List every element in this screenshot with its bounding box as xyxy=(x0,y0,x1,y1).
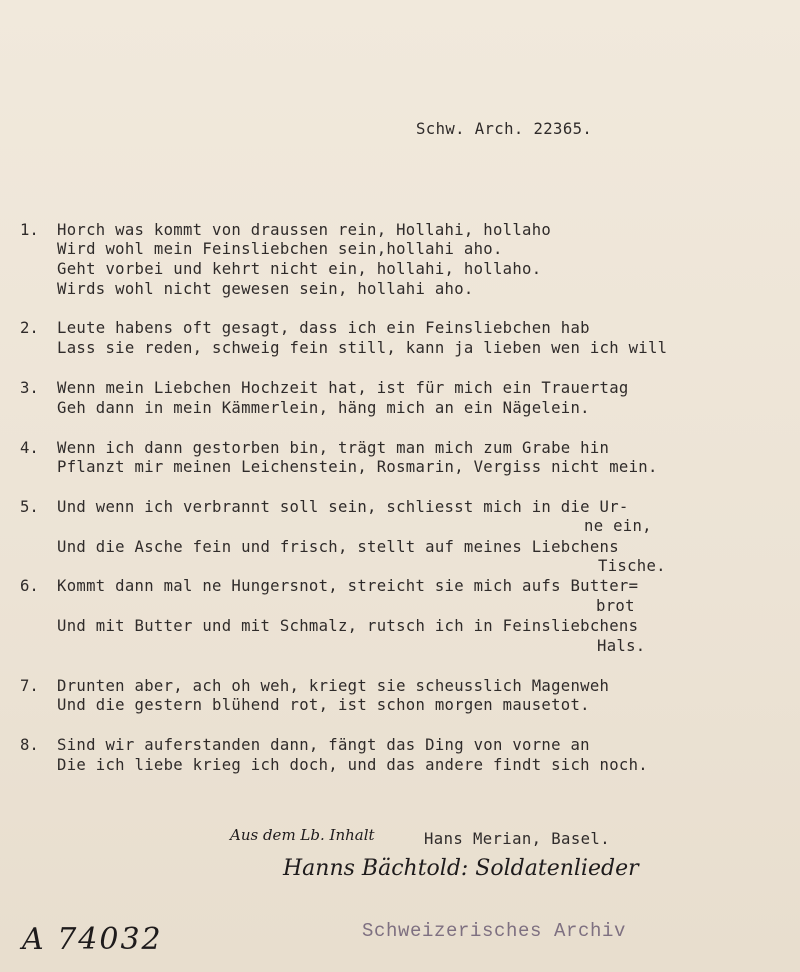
verse-line-continuation: brot xyxy=(596,597,635,615)
verse-line: Und die Asche fein und frisch, stellt auf meines Liebchens xyxy=(57,538,619,556)
verse-line-continuation: Tische. xyxy=(598,557,666,575)
verse-line: Kommt dann mal ne Hungersnot, streicht sie mich aufs Butter= xyxy=(57,577,639,595)
verse-number: 3. xyxy=(20,379,39,397)
verse-line: Leute habens oft gesagt, dass ich ein Feinsliebchen hab xyxy=(57,319,590,337)
verse-number: 7. xyxy=(20,677,39,695)
verse-line: Lass sie reden, schweig fein still, kann ja lieben wen ich will xyxy=(57,339,668,357)
verse-line: Und mit Butter und mit Schmalz, rutsch ich in Feinsliebchens xyxy=(57,617,639,635)
inventory-number: A 74032 xyxy=(22,922,163,957)
verse-line: Wenn mein Liebchen Hochzeit hat, ist für mich ein Trauertag xyxy=(57,379,629,397)
verse-line: Sind wir auferstanden dann, fängt das Ding von vorne an xyxy=(57,736,590,754)
verse-number: 8. xyxy=(20,736,39,754)
archive-stamp: Schweizerisches Archiv xyxy=(362,920,627,942)
verse-line: Und die gestern blühend rot, ist schon morgen mausetot. xyxy=(57,696,590,714)
verse-line-continuation: Hals. xyxy=(597,637,646,655)
verse-number: 4. xyxy=(20,439,39,457)
verse-number: 6. xyxy=(20,577,39,595)
verse-number: 1. xyxy=(20,221,39,239)
verse-line-continuation: ne ein, xyxy=(584,517,652,535)
archive-reference: Schw. Arch. 22365. xyxy=(416,120,593,138)
verse-line: Horch was kommt von draussen rein, Hollahi, hollaho xyxy=(57,221,552,239)
verse-line: Die ich liebe krieg ich doch, und das andere findt sich noch. xyxy=(57,756,648,774)
verse-line: Wenn ich dann gestorben bin, trägt man mich zum Grabe hin xyxy=(57,439,610,457)
verse-number: 2. xyxy=(20,319,39,337)
verse-line: Pflanzt mir meinen Leichenstein, Rosmarin, Vergiss nicht mein. xyxy=(57,458,658,476)
verse-line: Geht vorbei und kehrt nicht ein, hollahi, hollaho. xyxy=(57,260,542,278)
typed-source: Hans Merian, Basel. xyxy=(424,830,610,848)
verse-line: Und wenn ich verbrannt soll sein, schliesst mich in die Ur- xyxy=(57,498,629,516)
verse-line: Geh dann in mein Kämmerlein, häng mich an ein Nägelein. xyxy=(57,399,590,417)
verse-line: Drunten aber, ach oh weh, kriegt sie scheusslich Magenweh xyxy=(57,677,610,695)
handwritten-source-prefix: Aus dem Lb. Inhalt xyxy=(230,826,375,844)
verse-line: Wird wohl mein Feinsliebchen sein,hollahi aho. xyxy=(57,240,503,258)
handwritten-note: Hanns Bächtold: Soldatenlieder xyxy=(283,856,639,881)
verse-number: 5. xyxy=(20,498,39,516)
verse-line: Wirds wohl nicht gewesen sein, hollahi aho. xyxy=(57,280,474,298)
